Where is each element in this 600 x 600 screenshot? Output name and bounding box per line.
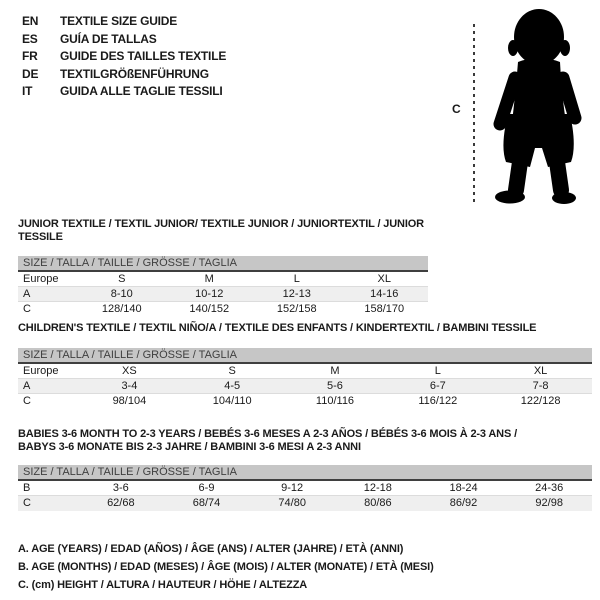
language-label: TEXTILGRÖßENFÜHRUNG xyxy=(60,66,209,81)
size-cell: S xyxy=(228,365,236,377)
language-code: DE xyxy=(22,66,39,81)
value-cell: 98/104 xyxy=(112,395,147,407)
table-row xyxy=(18,364,592,379)
value-cell: 4-5 xyxy=(224,380,241,392)
language-row xyxy=(22,83,226,101)
language-label: GUÍA DE TALLAS xyxy=(60,31,157,46)
language-code: EN xyxy=(22,14,39,28)
table-row xyxy=(18,379,592,394)
value-cell: 104/110 xyxy=(212,395,252,407)
value-cell: 24-36 xyxy=(535,482,564,494)
size-header-bar: SIZE / TALLA / TAILLE / GRÖSSE / TAGLIA xyxy=(18,256,428,272)
language-row xyxy=(22,31,226,49)
measurement-legend xyxy=(18,540,434,594)
value-cell: 116/122 xyxy=(418,395,458,407)
size-cell: L xyxy=(434,365,441,377)
value-cell: 12-18 xyxy=(363,482,392,494)
size-cell: M xyxy=(330,365,340,377)
table-row xyxy=(18,394,592,409)
language-label: GUIDE DES TAILLES TEXTILE xyxy=(60,49,227,63)
value-cell: 18-24 xyxy=(449,482,478,494)
language-label: GUIDA ALLE TAGLIE TESSILI xyxy=(60,84,223,98)
language-label: TEXTILE SIZE GUIDE xyxy=(60,14,178,28)
value-cell: 14-16 xyxy=(370,288,399,300)
row-label: B xyxy=(23,482,31,494)
legend-line-c: C. (cm) HEIGHT / ALTURA / HAUTEUR / HÖHE / ALTEZZA xyxy=(18,579,308,591)
value-cell: 152/158 xyxy=(276,303,317,315)
row-label: Europe xyxy=(23,273,59,285)
table-row xyxy=(18,302,428,317)
table-title: JUNIOR TEXTILE / TEXTIL JUNIOR/ TEXTILE JUNIOR / JUNIORTEXTIL / JUNIOR TESSILE xyxy=(18,218,424,243)
babies-textile-table xyxy=(18,428,592,511)
value-cell: 74/80 xyxy=(278,497,306,509)
row-label: A xyxy=(23,380,31,392)
value-cell: 9-12 xyxy=(281,482,304,494)
language-title-list xyxy=(22,13,226,101)
table-row xyxy=(18,287,428,302)
size-cell: XL xyxy=(533,365,548,377)
value-cell: 3-4 xyxy=(121,380,138,392)
table-row xyxy=(18,272,428,287)
size-cell: S xyxy=(118,273,126,285)
value-cell: 5-6 xyxy=(327,380,343,392)
value-cell: 68/74 xyxy=(192,497,221,509)
value-cell: 7-8 xyxy=(532,380,549,392)
legend-line-b: B. AGE (MONTHS) / EDAD (MESES) / ÂGE (MOIS) / ALTER (MONATE) / ETÀ (MESI) xyxy=(18,561,434,573)
value-cell: 158/170 xyxy=(364,303,405,315)
value-cell: 8-10 xyxy=(110,288,133,300)
row-label: C xyxy=(23,497,31,509)
table-row xyxy=(18,481,592,496)
language-code: ES xyxy=(22,31,38,46)
table-row xyxy=(18,496,592,511)
table-title-line2: BABYS 3-6 MONATE BIS 2-3 JAHRE / BAMBINI 3-6 MESI A 2-3 ANNI xyxy=(18,441,361,453)
value-cell: 86/92 xyxy=(449,497,478,509)
table-title-line1: BABIES 3-6 MONTH TO 2-3 YEARS / BEBÉS 3-6 MESES A 2-3 AÑOS / BÉBÉS 3-6 MOIS À 2-3 ANS / xyxy=(18,428,517,440)
language-row xyxy=(22,48,226,66)
junior-textile-table xyxy=(18,218,428,317)
language-code: FR xyxy=(22,49,38,63)
size-cell: XS xyxy=(122,365,137,377)
row-label: C xyxy=(23,303,31,315)
row-label: A xyxy=(23,288,31,300)
value-cell: 62/68 xyxy=(107,497,135,509)
value-cell: 6-9 xyxy=(198,482,215,494)
children-textile-table xyxy=(18,322,592,409)
value-cell: 3-6 xyxy=(112,482,129,494)
size-cell: L xyxy=(293,273,300,285)
size-header-bar: SIZE / TALLA / TAILLE / GRÖSSE / TAGLIA xyxy=(18,348,592,364)
size-cell: XL xyxy=(377,273,391,285)
legend-line-a: A. AGE (YEARS) / EDAD (AÑOS) / ÂGE (ANS) / ALTER (JAHRE) / ETÀ (ANNI) xyxy=(18,543,404,555)
row-label: Europe xyxy=(23,365,59,377)
baby-silhouette-icon xyxy=(482,6,594,206)
value-cell: 122/128 xyxy=(520,395,561,407)
value-cell: 110/116 xyxy=(315,395,355,407)
height-label-c: C xyxy=(452,102,461,116)
value-cell: 6-7 xyxy=(429,380,446,392)
language-code: IT xyxy=(22,84,33,98)
value-cell: 80/86 xyxy=(364,497,392,509)
size-cell: M xyxy=(204,273,214,285)
value-cell: 140/152 xyxy=(189,303,230,315)
row-label: C xyxy=(23,395,31,407)
value-cell: 12-13 xyxy=(282,288,311,300)
height-dotted-line xyxy=(473,24,475,204)
language-row xyxy=(22,66,226,84)
size-header-bar: SIZE / TALLA / TAILLE / GRÖSSE / TAGLIA xyxy=(18,465,592,481)
table-title: CHILDREN'S TEXTILE / TEXTIL NIÑO/A / TEXTILE DES ENFANTS / KINDERTEXTIL / BAMBINI TESSILE xyxy=(18,322,537,334)
value-cell: 128/140 xyxy=(101,303,142,315)
value-cell: 92/98 xyxy=(535,497,563,509)
value-cell: 10-12 xyxy=(195,288,224,300)
language-row xyxy=(22,13,226,31)
